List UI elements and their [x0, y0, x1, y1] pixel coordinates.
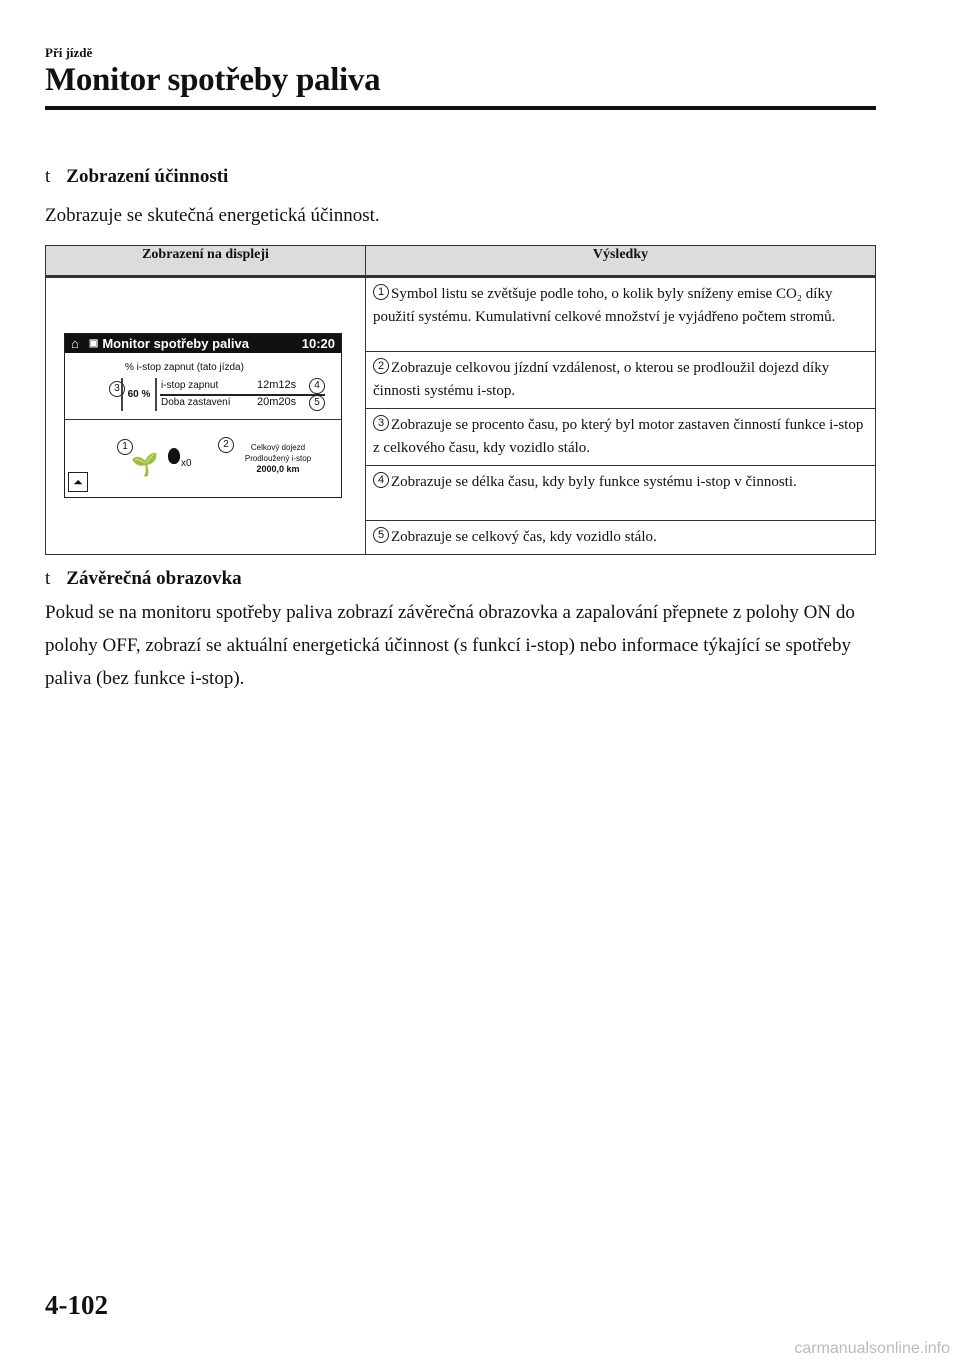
result-text: Zobrazuje celkovou jízdní vzdálenost, o kterou se prodloužil dojezd díky činnosti systému i-stop. [373, 360, 830, 399]
column-header: Zobrazení na displeji [46, 246, 366, 277]
intro-text: Zobrazuje se skutečná energetická účinnost. [45, 205, 380, 226]
callout-2: 2 [218, 437, 234, 453]
stop-time-value: 20m20s [257, 396, 297, 408]
tree-icon [168, 448, 180, 464]
callout-4: 4 [309, 378, 325, 394]
result-cell [366, 521, 876, 555]
distance-value: 2000,0 km [256, 464, 300, 474]
section-heading-efficiency [45, 166, 228, 188]
screen-subtitle: % i-stop zapnut (tato jízda) [125, 362, 244, 373]
istop-on-label: i-stop zapnut [161, 380, 219, 391]
bullet-icon: t [45, 166, 51, 187]
results-table [45, 245, 876, 555]
stop-time-label: Doba zastavení [161, 397, 231, 408]
result-text: Zobrazuje se procento času, po který byl motor zastaven činností funkce i-stop z celkového času, kdy vozidlo stálo. [373, 417, 864, 456]
watermark: carmanualsonline.info [794, 1340, 950, 1357]
collapse-button-icon: ⏶ [68, 472, 88, 492]
table-row [46, 277, 876, 352]
callout-number: 5 [373, 527, 389, 543]
screen-clock: 10:20 [301, 336, 335, 351]
heading-text: Zobrazení účinnosti [66, 166, 229, 187]
display-screenshot [64, 333, 342, 498]
breadcrumb: Při jízdě [45, 45, 93, 60]
heading-text: Závěrečná obrazovka [66, 568, 242, 589]
page-number: 4-102 [45, 1290, 108, 1320]
callout-number: 1 [373, 284, 389, 300]
app-icon: ▣ [88, 338, 99, 349]
callout-number: 4 [373, 472, 389, 488]
callout-3: 3 [109, 381, 125, 397]
screen-title-bar [65, 334, 341, 353]
final-screen-text: Pokud se na monitoru spotřeby paliva zobrazí závěrečná obrazovka a zapalování přepnete z polohy ON do polohy OFF, zobrazí se aktuální energetická účinnost (s funkcí i-stop) nebo informace týkající se spotřeby paliva (bez funkce i-stop). [45, 602, 855, 689]
callout-number: 3 [373, 415, 389, 431]
home-icon: ⌂ [71, 336, 79, 351]
callout-number: 2 [373, 358, 389, 374]
istop-on-value: 12m12s [257, 379, 297, 391]
table-header-row [46, 246, 876, 277]
page-title: Monitor spotřeby paliva [45, 62, 381, 98]
result-text: Zobrazuje se délka času, kdy byly funkce systému i-stop v činnosti. [391, 474, 797, 490]
callout-5: 5 [309, 395, 325, 411]
result-cell [366, 409, 876, 466]
callout-1: 1 [117, 439, 133, 455]
result-cell [366, 352, 876, 409]
distance-label: Celkový dojezd [250, 443, 306, 452]
section-heading-final-screen [45, 568, 242, 590]
result-cell [366, 277, 876, 352]
bullet-icon: t [45, 568, 51, 589]
distance-block [233, 442, 323, 475]
result-text: Zobrazuje se celkový čas, kdy vozidlo stálo. [391, 529, 657, 545]
result-cell [366, 466, 876, 521]
istop-percent-gauge: 60 % [121, 378, 157, 411]
tree-count: x0 [181, 458, 192, 469]
leaf-icon: 🌱 [131, 452, 159, 477]
screen-title: Monitor spotřeby paliva [102, 336, 249, 351]
distance-label: Prodloužený i-stop [244, 454, 312, 463]
display-cell [46, 277, 366, 555]
title-rule [45, 106, 876, 110]
column-header: Výsledky [366, 246, 876, 277]
result-text: Symbol listu se zvětšuje podle toho, o kolik byly sníženy emise CO₂ díky použití systému. Kumulativní celkové množství je vyjádřeno počtem stromů. [373, 286, 836, 325]
